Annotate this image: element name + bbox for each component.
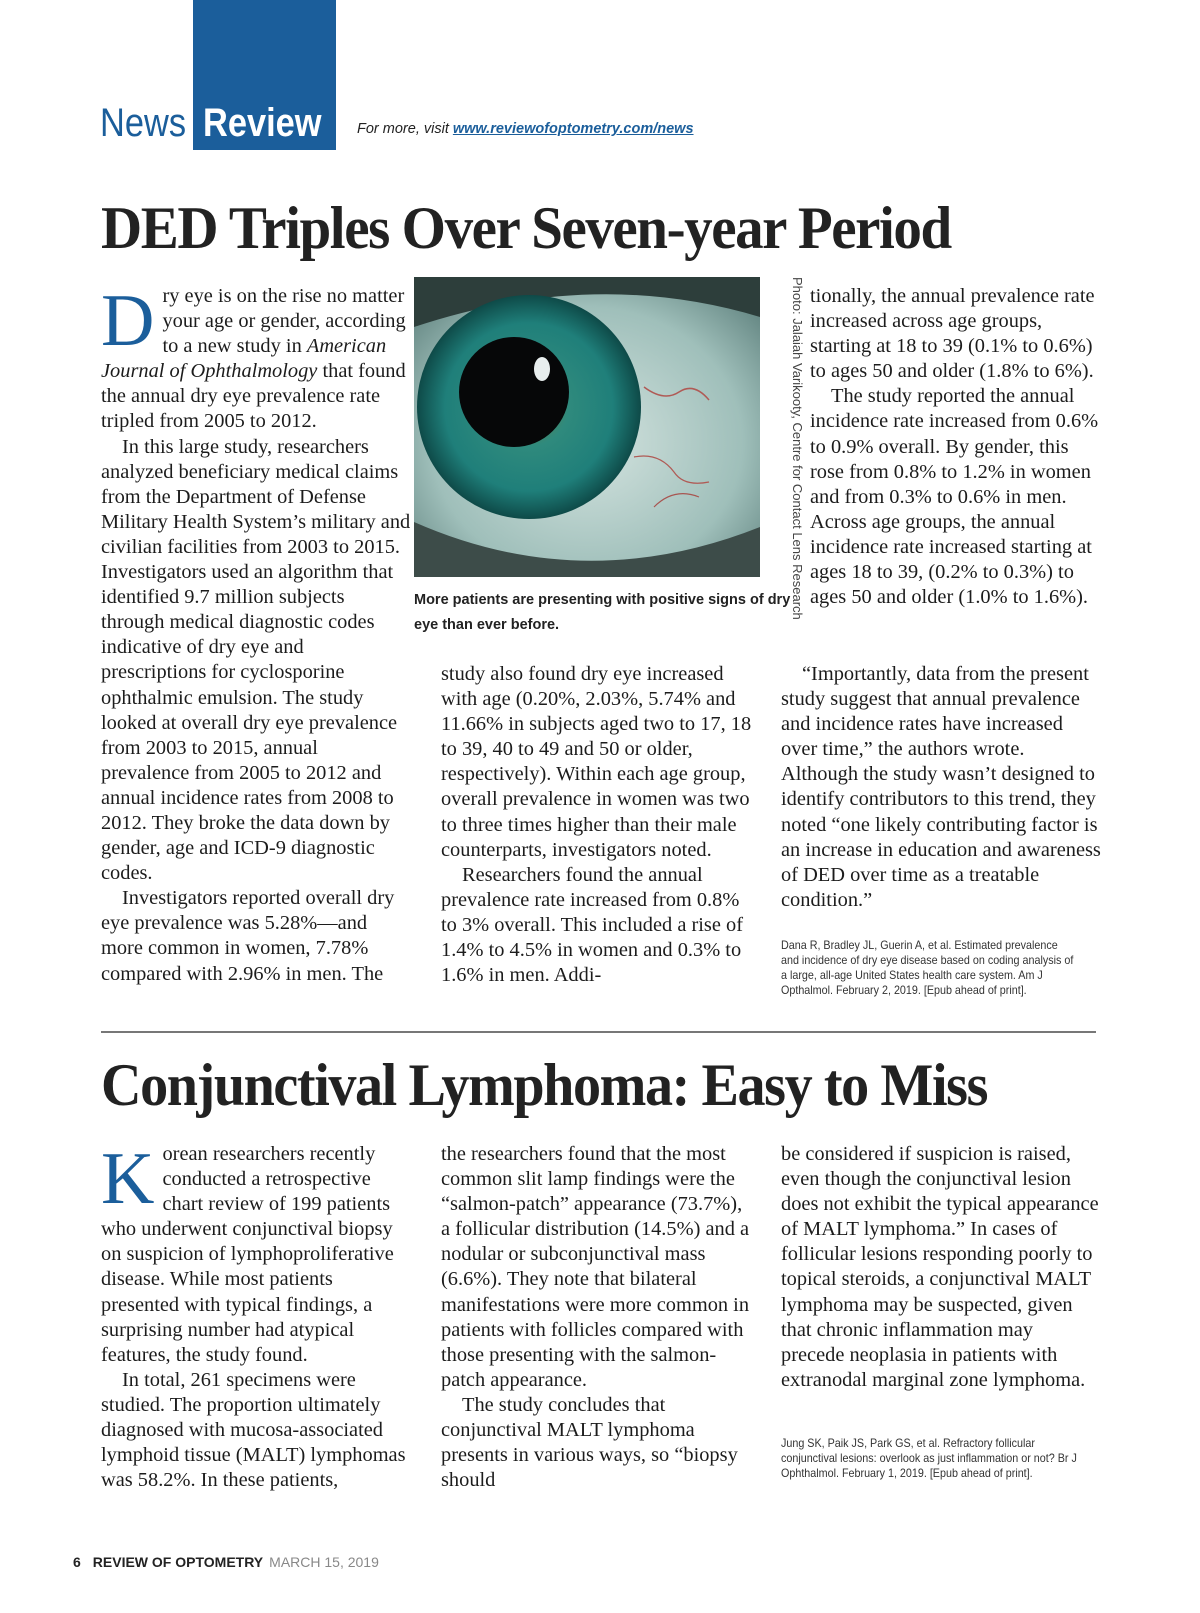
article2-column-3: [781, 1142, 1101, 1393]
magazine-name: REVIEW OF OPTOMETRY: [92, 1554, 264, 1570]
article1-paragraph: Investigators reported overall dry eye prevalence was 5.28%—and more common in women, 7.78% compared with 2.96% in men. The: [101, 887, 395, 985]
journal-title: American Journal of Ophthalmology: [101, 335, 387, 383]
article-headline-ded: DED Triples Over Seven-year Period: [101, 195, 951, 261]
article1-paragraph: Dry eye is on the rise no matter your age or gender, according to a new study in American Journal of Ophthalmology that found the annual dry eye prevalence rate tripled from 2005 to 2012.: [101, 280, 406, 433]
article1-column-3-top: [810, 284, 1100, 610]
article1-paragraph: In this large study, researchers analyzed beneficiary medical claims from the Department of Defense Military Health System’s military and civilian facilities from 2003 to 2015. Investigators used an algorithm that identified 9.7 million subjects through medical diagnostic codes indicative of dry eye and prescriptions for cyclosporine ophthalmic emulsion. The study looked at overall dry eye prevalence from 2003 to 2015, annual prevalence from 2005 to 2012 and annual incidence rates from 2008 to 2012. They broke the data down by gender, age and ICD-9 diagnostic codes.: [101, 435, 411, 885]
section-label-review: Review: [203, 101, 322, 145]
article2-paragraph: In total, 261 specimens were studied. The proportion ultimately diagnosed with mucosa-associated lymphoid tissue (MALT) lymphomas was 58.2%. In these patients,: [101, 1368, 406, 1492]
article1-paragraph: Researchers found the annual prevalence rate increased from 0.8% to 3% overall. This included a rise of 1.4% to 4.5% in women and 0.3% to 1.6% in men. Addi-: [441, 863, 744, 987]
photo-credit: Photo: Jalaiah Varikooty, Centre for Contact Lens Research: [790, 277, 805, 620]
more-info-prefix: For more, visit: [357, 121, 453, 137]
page-footer: [73, 1554, 379, 1570]
article1-column-2: [441, 662, 753, 988]
article2-column-2: [441, 1142, 753, 1493]
article1-paragraph: tionally, the annual prevalence rate increased across age groups, starting at 18 to 39 (0.1% to 0.6%) to ages 50 and older (1.8% to 6%).: [810, 285, 1095, 383]
dry-eye-photo: [414, 277, 760, 577]
article2-paragraph: The study concludes that conjunctival MALT lymphoma presents in various ways, so “biopsy should: [441, 1393, 738, 1492]
issue-date: MARCH 15, 2019: [269, 1554, 379, 1570]
article2-paragraph: Korean researchers recently conducted a retrospective chart review of 199 patients who underwent conjunctival biopsy on suspicion of lymphoproliferative disease. While most patients presented with typical findings, a surprising number had atypical features, the study found.: [101, 1138, 394, 1366]
section-label-news: News: [100, 101, 187, 145]
photo-caption: More patients are presenting with positive signs of dry eye than ever before.: [414, 592, 791, 633]
article1-paragraph: “Importantly, data from the present study suggest that annual prevalence and incidence rates have increased over time,” the authors wrote. Although the study wasn’t designed to identify contributors to this trend, they noted “one likely contributing factor is an increase in education and awareness of DED over time as a treatable condition.”: [781, 663, 1101, 911]
article2-column-1: [101, 1138, 413, 1493]
drop-cap: D: [101, 280, 155, 362]
article1-paragraph: study also found dry eye increased with age (0.20%, 2.03%, 5.74% and 11.66% in subjects aged two to 17, 18 to 39, 40 to 49 and 50 or older, respectively). Within each age group, overall prevalence in women was two to three times higher than their male counterparts, investigators noted.: [441, 663, 752, 861]
article1-column-1: [101, 280, 411, 987]
page-number: 6: [73, 1554, 81, 1570]
news-link[interactable]: www.reviewofoptometry.com/news: [452, 121, 694, 137]
article-headline-lymphoma: Conjunctival Lymphoma: Easy to Miss: [101, 1052, 988, 1118]
article1-reference: Dana R, Bradley JL, Guerin A, et al. Estimated prevalence and incidence of dry eye disease based on coding analysis of a large, all-age United States health care system. Am J Opthalmol. February 2, 2019. [Epub ahead of print].: [781, 939, 1074, 997]
drop-cap: K: [101, 1138, 155, 1220]
article1-paragraph: The study reported the annual incidence rate increased from 0.6% to 0.9% overall. By gender, this rose from 0.8% to 1.2% in women and from 0.3% to 0.6% in men. Across age groups, the annual incidence rate increased starting at ages 18 to 39, (0.2% to 0.3%) to ages 50 and older (1.0% to 1.6%).: [810, 385, 1099, 609]
article1-column-3-bottom: [781, 662, 1101, 913]
article2-paragraph: the researchers found that the most common slit lamp findings were the “salmon-patch” appearance (73.7%), a follicular distribution (14.5%) and a nodular or subconjunctival mass (6.6%). They note that bilateral manifestations were more common in patients with follicles compared with those presenting with the salmon-patch appearance.: [441, 1143, 750, 1391]
more-info-line: [357, 122, 694, 137]
article2-paragraph: be considered if suspicion is raised, even though the conjunctival lesion does not exhibit the typical appearance of MALT lymphoma.” In cases of follicular lesions responding poorly to topical steroids, a conjunctival MALT lymphoma may be suspected, given that chronic inflammation may precede neoplasia in patients with extranodal marginal zone lymphoma.: [781, 1143, 1099, 1391]
article-divider: [101, 1031, 1096, 1033]
article2-reference: Jung SK, Paik JS, Park GS, et al. Refractory follicular conjunctival lesions: overlook as just inflammation or not? Br J Ophthalmol. February 1, 2019. [Epub ahead of print].: [781, 1437, 1077, 1480]
